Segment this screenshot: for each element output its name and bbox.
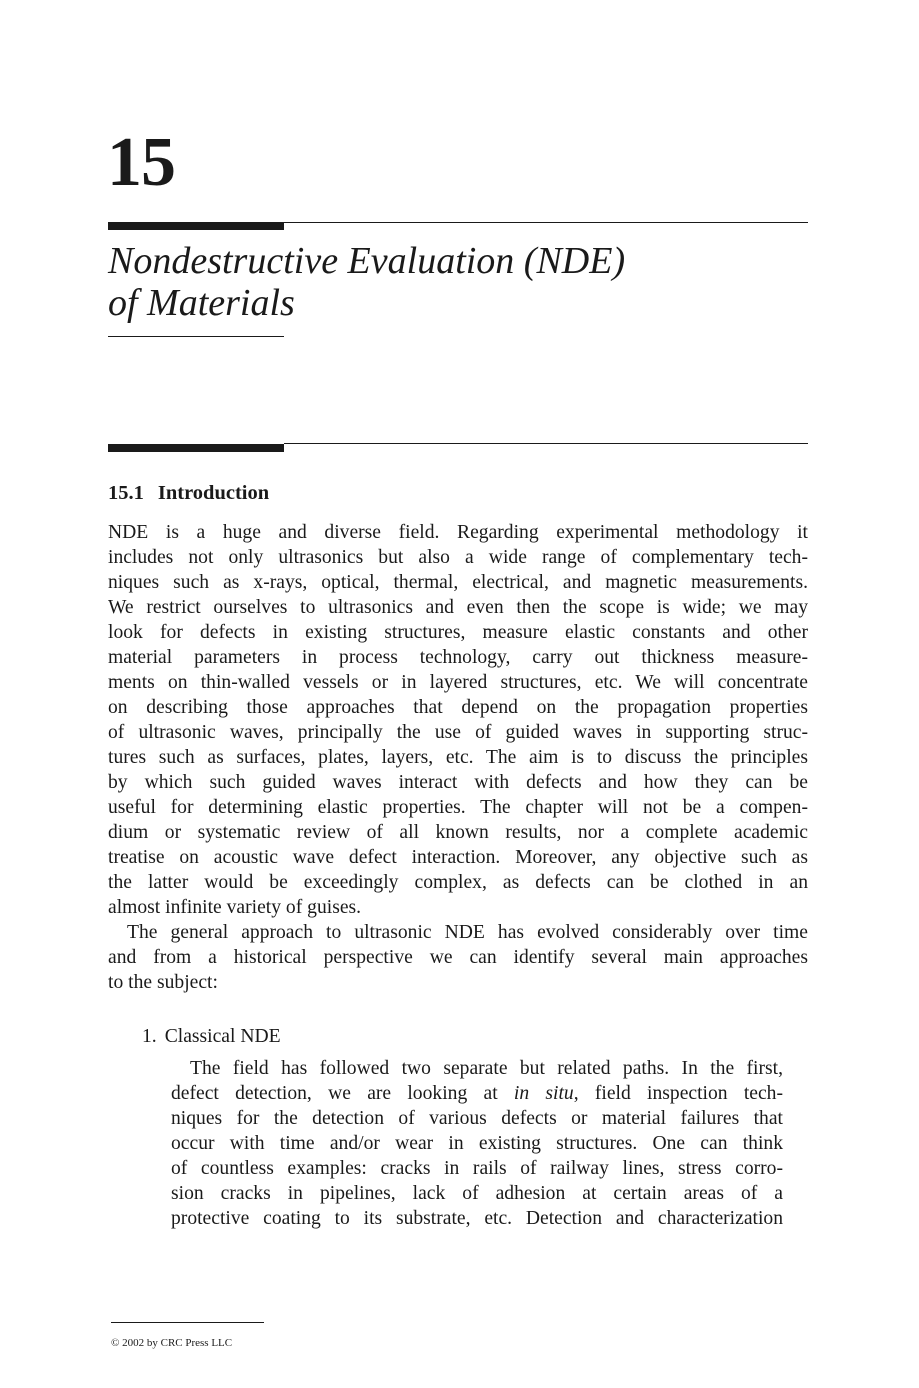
- text-line: of ultrasonic waves, principally the use of guided waves in supporting struc-: [108, 722, 808, 743]
- text-line: to the subject:: [108, 972, 218, 993]
- section-heading: [108, 480, 269, 506]
- text-line: of countless examples: cracks in rails of railway lines, stress corro-: [171, 1158, 783, 1179]
- text-line: ments on thin-walled vessels or in layered structures, etc. We will concentrate: [108, 672, 808, 693]
- text-line: material parameters in process technology, carry out thickness measure-: [108, 647, 808, 668]
- footnote-rule: [111, 1322, 264, 1323]
- text-line: on describing those approaches that depend on the propagation properties: [108, 697, 808, 718]
- text-line: look for defects in existing structures, measure elastic constants and other: [108, 622, 808, 643]
- text-line: niques for the detection of various defects or material failures that: [171, 1108, 783, 1129]
- chapter-rule-thin-top: [284, 222, 808, 223]
- section-number: 15.1: [108, 482, 144, 504]
- section-title: Introduction: [157, 482, 270, 504]
- text-line: sion cracks in pipelines, lack of adhesion at certain areas of a: [171, 1183, 783, 1204]
- italic-term: in situ: [513, 1083, 574, 1104]
- chapter-title: [108, 240, 728, 324]
- text-line: protective coating to its substrate, etc. Detection and characterization: [171, 1208, 783, 1229]
- text-line: niques such as x-rays, optical, thermal, electrical, and magnetic measurements.: [108, 572, 808, 593]
- section-rule-thin: [284, 443, 808, 444]
- text-line: The general approach to ultrasonic NDE has evolved considerably over time: [127, 922, 808, 943]
- text-line: includes not only ultrasonics but also a wide range of complementary tech-: [108, 547, 808, 568]
- list-item-body: [171, 1056, 783, 1231]
- chapter-number: 15: [107, 124, 175, 201]
- text-line: useful for determining elastic properties. The chapter will not be a compen-: [108, 797, 808, 818]
- text-line: NDE is a huge and diverse field. Regarding experimental methodology it: [108, 522, 808, 543]
- chapter-title-line-2: of Materials: [108, 282, 295, 324]
- section-rule-thick: [108, 444, 284, 452]
- text-line: tures such as surfaces, plates, layers, etc. The aim is to discuss the principles: [108, 747, 808, 768]
- text-line: dium or systematic review of all known results, nor a complete academic: [108, 822, 808, 843]
- text-line: and from a historical perspective we can identify several main approaches: [108, 947, 808, 968]
- list-item-title: Classical NDE: [164, 1026, 281, 1047]
- text-line: The field has followed two separate but related paths. In the first,: [190, 1058, 783, 1079]
- text-line: occur with time and/or wear in existing structures. One can think: [171, 1133, 783, 1154]
- chapter-rule-thick-top: [108, 222, 284, 230]
- text-line: treatise on acoustic wave defect interaction. Moreover, any objective such as: [108, 847, 808, 868]
- text-line: the latter would be exceedingly complex, as defects can be clothed in an: [108, 872, 808, 893]
- chapter-title-line-1: Nondestructive Evaluation (NDE): [108, 240, 626, 282]
- text-line: by which such guided waves interact with defects and how they can be: [108, 772, 808, 793]
- chapter-title-underline: [108, 336, 284, 337]
- paragraph-1: [108, 520, 808, 920]
- text-line: defect detection, we are looking at in situ, field inspection tech-: [171, 1083, 783, 1104]
- text-line: almost infinite variety of guises.: [108, 897, 362, 918]
- text-line: We restrict ourselves to ultrasonics and even then the scope is wide; we may: [108, 597, 808, 618]
- copyright-notice: © 2002 by CRC Press LLC: [111, 1337, 233, 1349]
- list-item-number: 1.: [142, 1026, 157, 1047]
- list-item-label: [142, 1024, 281, 1049]
- paragraph-2: [108, 920, 808, 995]
